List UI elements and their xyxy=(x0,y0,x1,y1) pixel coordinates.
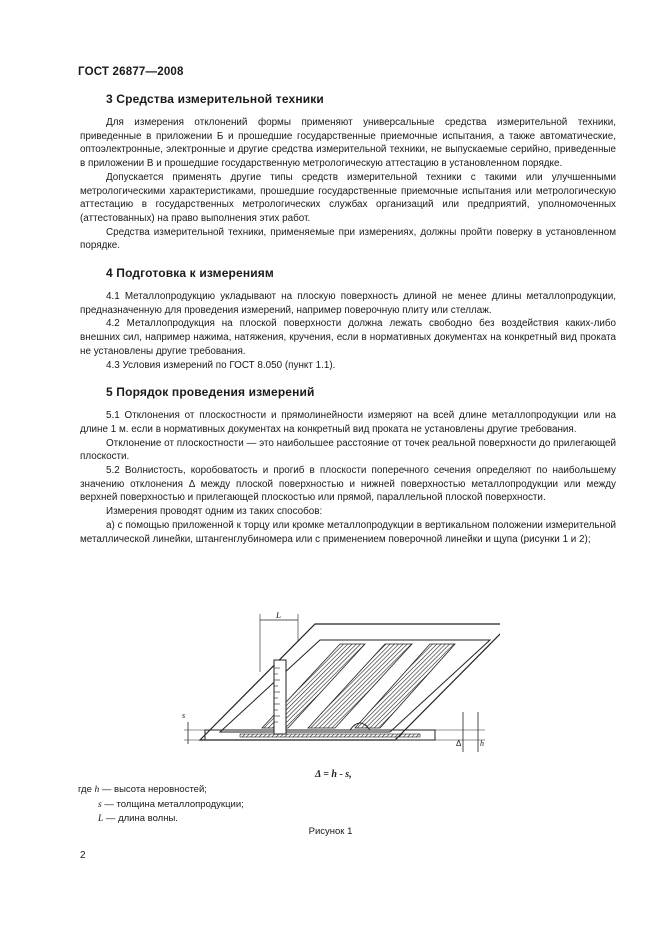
document-header: ГОСТ 26877—2008 xyxy=(78,66,184,78)
paragraph: 4.3 Условия измерений по ГОСТ 8.050 (пункт 1.1). xyxy=(106,359,336,371)
section-3 xyxy=(80,92,616,253)
paragraph: 4.1 Металлопродукцию укладывают на плоскую поверхность длиной не менее длины металлопродукции, предназначенную для проведения измерений, например поверочную плиту или стеллаж. xyxy=(80,291,616,316)
page-number: 2 xyxy=(80,850,86,861)
sheet-edge xyxy=(240,734,420,737)
paragraph: Отклонение от плоскостности — это наибольшее расстояние от точек реальной поверхности до прилегающей плоскости. xyxy=(80,437,616,463)
section-4 xyxy=(80,266,616,372)
legend-row-s: s — толщина металлопродукции; xyxy=(98,798,244,810)
figure-legend xyxy=(78,783,244,827)
section-5-title: 5 Порядок проведения измерений xyxy=(106,385,315,400)
label-L: L xyxy=(276,612,282,620)
paragraph: Допускается применять другие типы средств измерительной техники с такими или улучшенными метрологическими характеристиками, прошедшие государственные приемочные испытания или метрологическую аттестацию в государственных метрологических службах организаций или предприятий, уполномоченных (аттестованных) на право выполнения этих работ. xyxy=(80,171,616,224)
paragraph: Измерения проводят одним из таких способов: xyxy=(106,506,323,518)
section-3-title: 3 Средства измерительной техники xyxy=(106,92,324,106)
label-delta: Δ xyxy=(456,739,462,748)
section-4-title: 4 Подготовка к измерениям xyxy=(106,266,274,281)
legend-row-L: L — длина волны. xyxy=(98,813,178,824)
paragraph: Для измерения отклонений формы применяют универсальные средства измерительной техники, приведенные в приложении Б и прошедшие государственные приемочные испытания, а также автоматические, оптоэлектронные, электронные и другие средства измерительной техники, не выпускаемые серийно, приведенные в приложении В и прошедшие государственную метрологическую аттестацию в установленном порядке. xyxy=(80,117,616,170)
paragraph: Средства измерительной техники, применяемые при измерениях, должны пройти поверку в установленном порядке. xyxy=(80,226,616,252)
legend-row-h: где h — высота неровностей; xyxy=(78,784,207,795)
paragraph: 4.2 Металлопродукция на плоской поверхности должна лежать свободно без воздействия каких-либо внешних сил, например нажима, натяжения, кручения, если в нормативных документах на конкретный вид проката не установлены другие требования. xyxy=(80,318,616,357)
figure-formula: Δ = h - s, xyxy=(315,769,352,780)
paragraph: 5.1 Отклонения от плоскостности и прямолинейности измеряют на всей длине металлопродукции или на длине 1 м. если в нормативных документах на конкретный вид проката не установлены другие требования. xyxy=(80,410,616,435)
figure-1-illustration xyxy=(180,612,500,782)
ruler xyxy=(274,660,286,734)
main-content xyxy=(80,92,616,559)
label-h: h xyxy=(480,739,484,748)
paragraph: а) с помощью приложенной к торцу или кромке металлопродукции в вертикальном положении измерительной металлической линейки, штангенглубиномера или с применением поверочной линейки и щупа (рисунки 1 и 2); xyxy=(80,519,616,545)
section-5 xyxy=(80,385,616,546)
label-s: s xyxy=(182,711,186,720)
figure-caption: Рисунок 1 xyxy=(308,826,353,837)
paragraph: 5.2 Волнистость, коробоватость и прогиб в плоскости поперечного сечения определяют по наибольшему значению отклонения Δ между плоской поверхностью и нижней поверхностью металлопродукции или между верхней поверхностью и прилегающей плоскостью или прямой, параллельной плоской поверхности. xyxy=(80,465,616,504)
